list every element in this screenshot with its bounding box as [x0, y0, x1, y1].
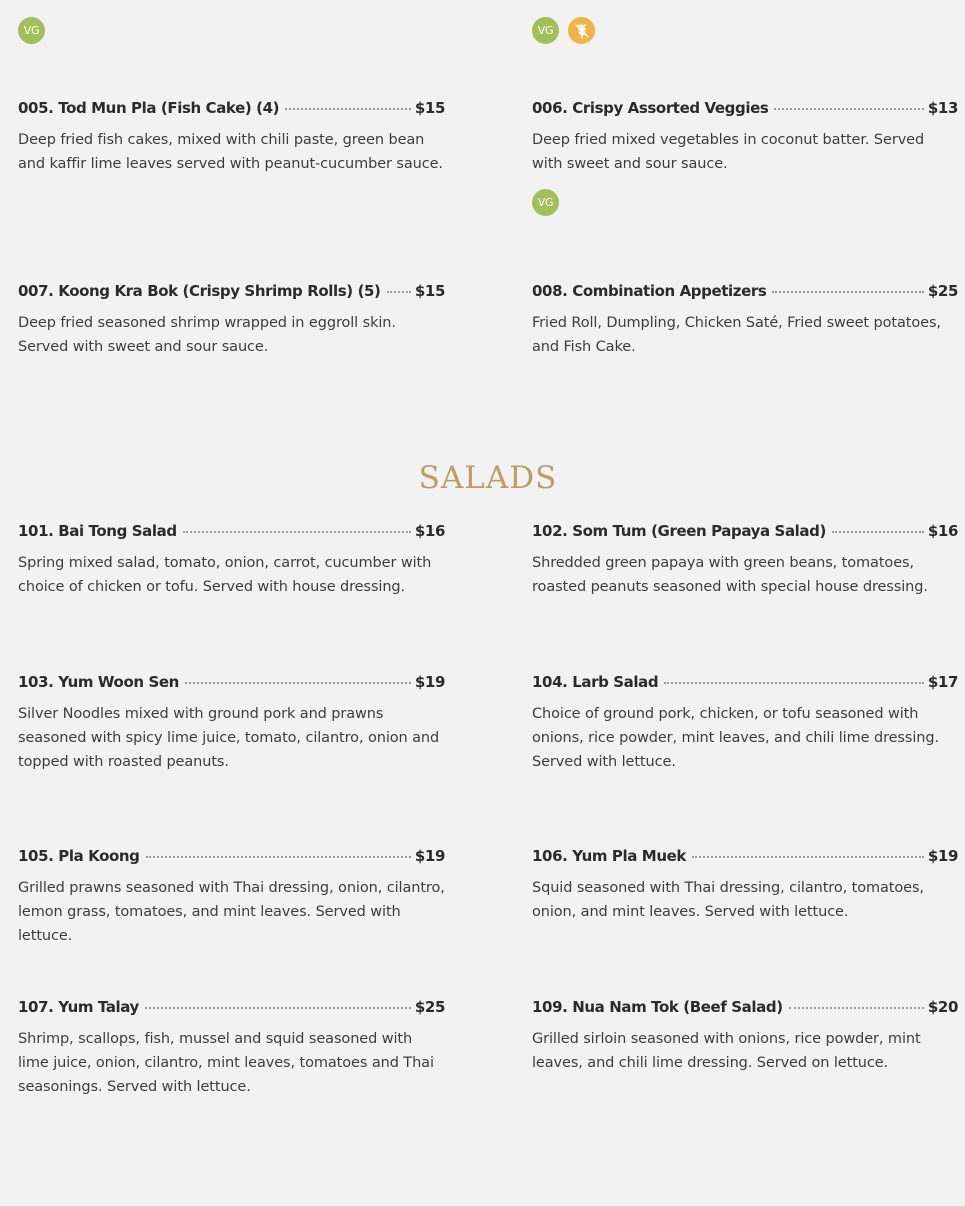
- item-price: $15: [414, 282, 445, 300]
- menu-item: [532, 522, 958, 599]
- item-description: Grilled sirloin seasoned with onions, rice powder, mint leaves, and chili lime dressing. Served on lettuce.: [532, 1031, 921, 1071]
- vegan-badge: VG: [532, 189, 559, 216]
- item-name: 006. Crispy Assorted Veggies: [532, 99, 769, 117]
- item-name: 107. Yum Talay: [18, 998, 139, 1016]
- vegan-badge: VG: [18, 17, 45, 44]
- menu-item: [532, 998, 958, 1075]
- menu-item: [18, 522, 445, 599]
- item-name: 102. Som Tum (Green Papaya Salad): [532, 522, 826, 540]
- gluten-free-badge: [568, 17, 595, 44]
- dot-leader: [145, 1007, 411, 1009]
- item-description: Silver Noodles mixed with ground pork and prawns seasoned with spicy lime juice, tomato, cilantro, onion and topped with roasted peanuts.: [18, 706, 440, 770]
- item-description: Choice of ground pork, chicken, or tofu seasoned with onions, rice powder, mint leaves, and chili lime dressing. Served with lettuce.: [532, 706, 939, 770]
- dot-leader: [832, 531, 924, 533]
- item-description: Deep fried fish cakes, mixed with chili paste, green bean and kaffir lime leaves served with peanut-cucumber sauce.: [18, 132, 443, 172]
- item-price: $20: [927, 998, 958, 1016]
- dietary-badges: [532, 17, 958, 44]
- menu-item: [18, 847, 445, 948]
- dot-leader: [146, 856, 411, 858]
- item-price: $19: [414, 673, 445, 691]
- vegan-badge: VG: [532, 17, 559, 44]
- item-name: 007. Koong Kra Bok (Crispy Shrimp Rolls) (5): [18, 282, 381, 300]
- item-name: 008. Combination Appetizers: [532, 282, 767, 300]
- item-description: Shredded green papaya with green beans, tomatoes, roasted peanuts seasoned with special house dressing.: [532, 555, 928, 595]
- item-name: 109. Nua Nam Tok (Beef Salad): [532, 998, 783, 1016]
- menu-item: [532, 282, 958, 359]
- item-description: Deep fried seasoned shrimp wrapped in eggroll skin. Served with sweet and sour sauce.: [18, 315, 396, 355]
- item-price: $19: [414, 847, 445, 865]
- dietary-badges: [18, 17, 445, 44]
- dot-leader: [664, 682, 924, 684]
- item-price: $16: [414, 522, 445, 540]
- dot-leader: [183, 531, 411, 533]
- menu-item: [532, 673, 958, 774]
- item-price: $19: [927, 847, 958, 865]
- item-price: $25: [414, 998, 445, 1016]
- menu-item: [18, 673, 445, 774]
- dot-leader: [789, 1007, 924, 1009]
- dietary-badges: [532, 189, 958, 216]
- item-name: 106. Yum Pla Muek: [532, 847, 686, 865]
- item-name: 101. Bai Tong Salad: [18, 522, 177, 540]
- item-description: Shrimp, scallops, fish, mussel and squid seasoned with lime juice, onion, cilantro, mint leaves, tomatoes and Thai seasonings. Served with lettuce.: [18, 1031, 434, 1095]
- item-description: Spring mixed salad, tomato, onion, carrot, cucumber with choice of chicken or tofu. Served with house dressing.: [18, 555, 432, 595]
- item-name: 104. Larb Salad: [532, 673, 659, 691]
- menu-item: [532, 99, 958, 216]
- item-description: Squid seasoned with Thai dressing, cilantro, tomatoes, onion, and mint leaves. Served with lettuce.: [532, 880, 924, 920]
- item-price: $25: [927, 282, 958, 300]
- menu-item: [18, 99, 445, 176]
- section-title-salads: SALADS: [418, 460, 558, 496]
- dot-leader: [387, 291, 411, 293]
- dot-leader: [772, 291, 924, 293]
- dot-leader: [285, 108, 411, 110]
- item-description: Deep fried mixed vegetables in coconut batter. Served with sweet and sour sauce.: [532, 132, 925, 172]
- dot-leader: [774, 108, 923, 110]
- menu-item: [532, 847, 958, 924]
- item-price: $13: [927, 99, 958, 117]
- menu-item: [18, 282, 445, 359]
- item-name: 005. Tod Mun Pla (Fish Cake) (4): [18, 99, 280, 117]
- item-price: $15: [414, 99, 445, 117]
- item-name: 105. Pla Koong: [18, 847, 140, 865]
- wheat-icon: [573, 22, 591, 40]
- item-description: Grilled prawns seasoned with Thai dressing, onion, cilantro, lemon grass, tomatoes, and mint leaves. Served with lettuce.: [18, 880, 445, 944]
- menu-item: [18, 998, 445, 1099]
- item-price: $17: [927, 673, 958, 691]
- item-price: $16: [927, 522, 958, 540]
- dot-leader: [692, 856, 924, 858]
- item-description: Fried Roll, Dumpling, Chicken Saté, Fried sweet potatoes, and Fish Cake.: [532, 315, 941, 355]
- item-name: 103. Yum Woon Sen: [18, 673, 179, 691]
- dot-leader: [185, 682, 411, 684]
